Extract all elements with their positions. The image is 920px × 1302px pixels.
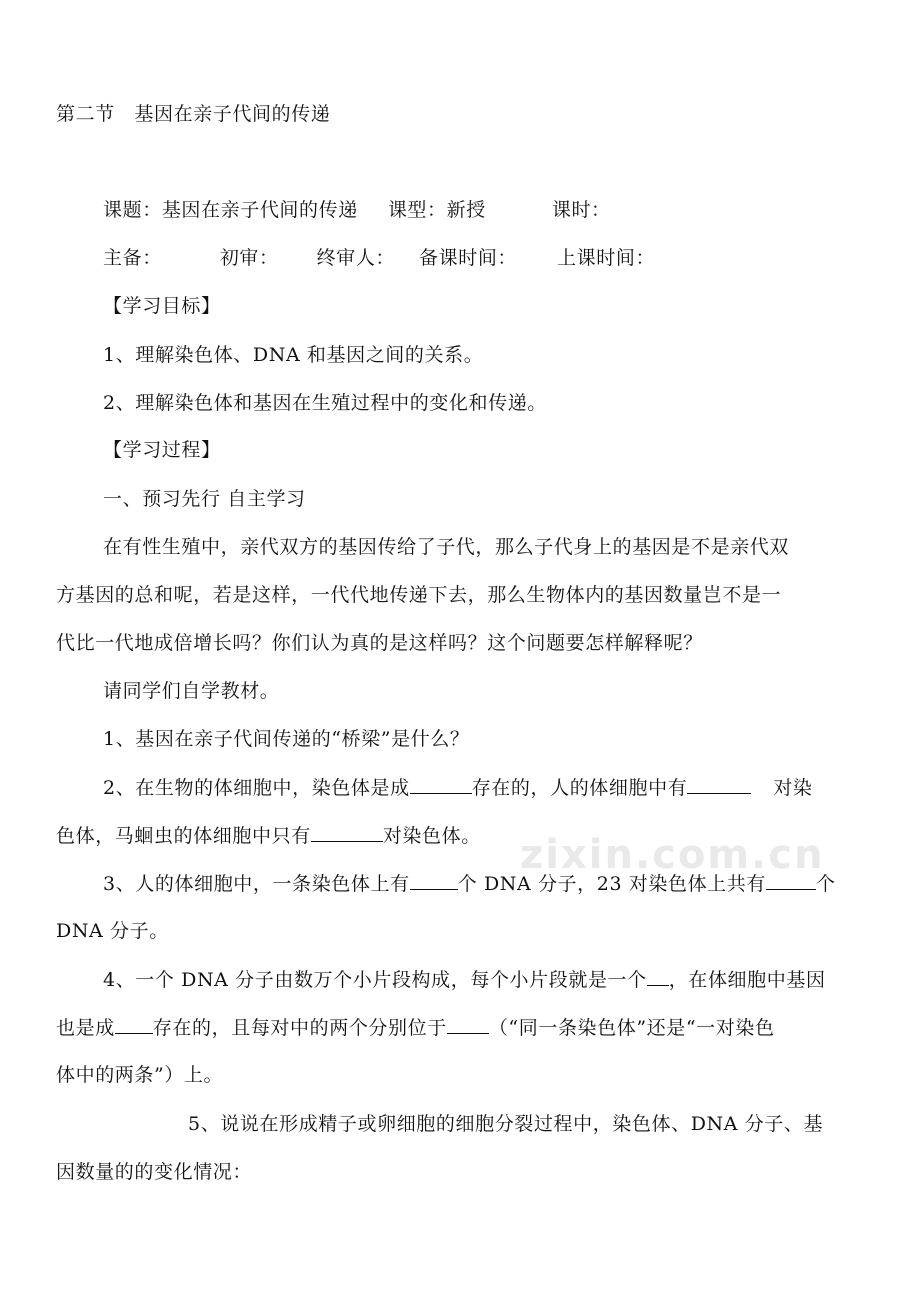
- header-row-2: [103, 244, 655, 272]
- type-value: 新授: [446, 199, 486, 221]
- topic-value: 基因在亲子代间的传递: [161, 199, 358, 221]
- fill-blank[interactable]: [687, 773, 751, 794]
- prep-time-label: 备课时间：: [419, 247, 518, 269]
- final-review-label: 终审人：: [316, 247, 396, 269]
- self-study-note: 请同学们自学教材。: [103, 680, 280, 702]
- first-review-label: 初审：: [219, 247, 279, 269]
- topic-label: 课题：: [103, 199, 162, 221]
- period-label: 课时：: [551, 199, 611, 221]
- question-4-line-1: 4、一个 DNA 分子由数万个小片段构成，每个小片段就是一个 ，在体细胞中基因: [103, 965, 826, 994]
- intro-line: 在有性生殖中，亲代双方的基因传给了子代，那么子代身上的基因是不是亲代双: [103, 536, 790, 558]
- section-title: 第二节 基因在亲子代间的传递: [56, 103, 331, 125]
- fill-blank[interactable]: [766, 869, 816, 890]
- class-time-label: 上课时间：: [557, 247, 656, 269]
- fill-blank[interactable]: [410, 773, 472, 794]
- question-2-line-1: 2、在生物的体细胞中，染色体是成 存在的，人的体细胞中有 对染: [103, 773, 813, 802]
- fill-blank[interactable]: [311, 821, 383, 842]
- header-row-1: [103, 196, 611, 224]
- watermark: zixin.com.cn: [520, 832, 825, 878]
- objective-item: 1、理解染色体、DNA 和基因之间的关系。: [103, 344, 484, 366]
- question-2-line-2: 色体，马蛔虫的体细胞中只有 对染色体。: [56, 821, 481, 850]
- question-3-line-1: 3、人的体细胞中，一条染色体上有 个 DNA 分子，23 对染色体上共有 个: [103, 869, 836, 898]
- fill-blank[interactable]: [115, 1013, 153, 1034]
- question-4-line-2: 也是成 存在的，且每对中的两个分别位于 （“同一条染色体”还是“一对染色: [56, 1013, 775, 1042]
- prep-label: 主备：: [103, 247, 162, 269]
- question-5-line-1: 5、说说在形成精子或卵细胞的细胞分裂过程中，染色体、DNA 分子、基: [188, 1113, 824, 1135]
- intro-line: 代比一代地成倍增长吗？你们认为真的是这样吗？这个问题要怎样解释呢？: [56, 632, 703, 654]
- type-label: 课型：: [387, 199, 447, 221]
- question-3-line-2: DNA 分子。: [56, 920, 169, 942]
- question-5-line-2: 因数量的的变化情况：: [56, 1161, 253, 1183]
- fill-blank[interactable]: [410, 869, 458, 890]
- part1-title: 一、预习先行 自主学习: [103, 488, 306, 510]
- fill-blank[interactable]: [447, 1013, 489, 1034]
- fill-blank[interactable]: [647, 965, 669, 986]
- question-4-line-3: 体中的两条”）上。: [56, 1064, 224, 1086]
- process-heading: 【学习过程】: [103, 439, 221, 461]
- question-1: 1、基因在亲子代间传递的“桥梁”是什么？: [103, 728, 470, 750]
- intro-line: 方基因的总和呢，若是这样，一代代地传递下去，那么生物体内的基因数量岂不是一: [56, 584, 782, 606]
- objectives-heading: 【学习目标】: [103, 295, 221, 317]
- objective-item: 2、理解染色体和基因在生殖过程中的变化和传递。: [103, 392, 547, 414]
